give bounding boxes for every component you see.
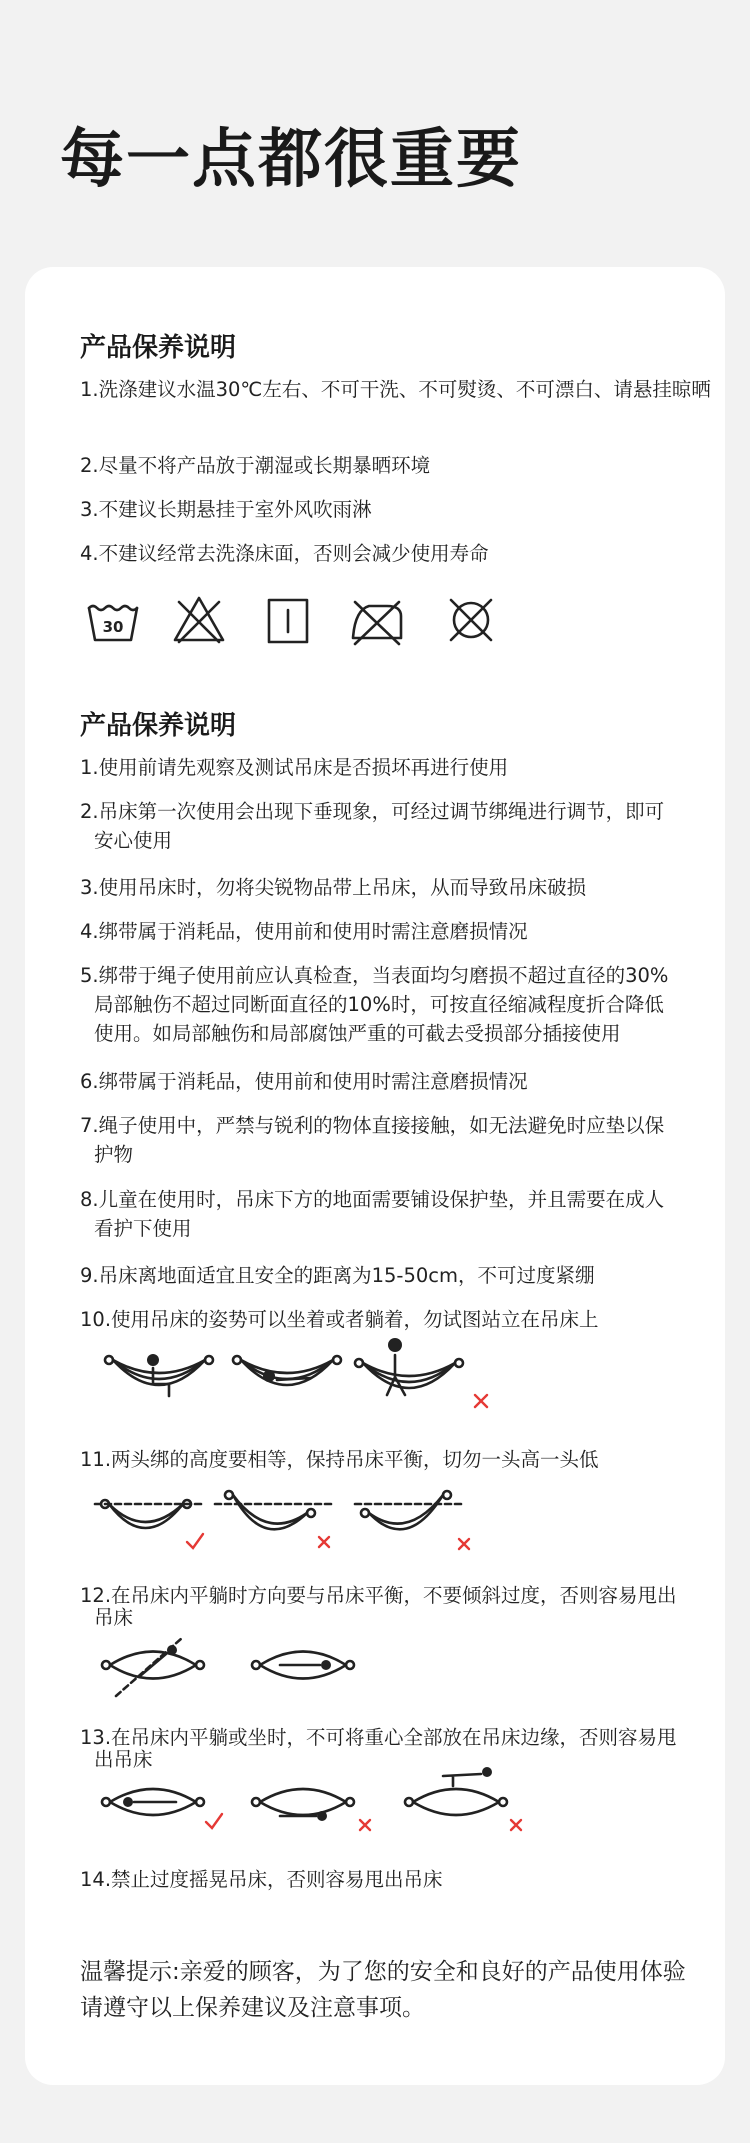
lie-direction-wrong-illustration — [100, 1632, 210, 1702]
usage-item-11: 11.两头绑的高度要相等，保持吊床平衡，切勿一头高一头低 — [80, 1448, 599, 1471]
edge-weight-wrong-2-illustration — [403, 1762, 533, 1842]
no-bleach-icon — [171, 594, 227, 646]
no-iron-icon — [347, 594, 407, 646]
usage-item-13-line1: 13.在吊床内平躺或坐时，不可将重心全部放在吊床边缘，否则容易甩 — [80, 1726, 677, 1749]
wash-temp-label: 30 — [102, 618, 124, 636]
care-item-4: 4.不建议经常去洗涤床面，否则会减少使用寿命 — [80, 542, 489, 565]
hammock-uneven-wrong-2-illustration — [355, 1487, 485, 1562]
usage-item-7-line1: 7.绳子使用中，严禁与锐利的物体直接接触，如无法避免时应垫以保 — [80, 1114, 665, 1137]
usage-item-5-line3: 使用。如局部触伤和局部腐蚀严重的可截去受损部分插接使用 — [94, 1022, 621, 1045]
usage-item-6: 6.绑带属于消耗品，使用前和使用时需注意磨损情况 — [80, 1070, 528, 1093]
edge-weight-wrong-1-illustration — [250, 1772, 380, 1842]
usage-item-12-line1: 12.在吊床内平躺时方向要与吊床平衡，不要倾斜过度，否则容易甩出 — [80, 1584, 677, 1607]
usage-item-2 — [80, 797, 715, 855]
usage-item-5 — [80, 961, 715, 1048]
usage-item-8-line1: 8.儿童在使用时，吊床下方的地面需要铺设保护垫，并且需要在成人 — [80, 1188, 665, 1211]
section2-title: 产品保养说明 — [80, 711, 237, 741]
usage-item-4: 4.绑带属于消耗品，使用前和使用时需注意磨损情况 — [80, 920, 528, 943]
care-item-3: 3.不建议长期悬挂于室外风吹雨淋 — [80, 498, 372, 521]
usage-item-7-line2: 护物 — [94, 1143, 134, 1166]
care-card — [25, 267, 725, 2085]
hang-dry-icon — [263, 594, 313, 646]
usage-item-13 — [80, 1727, 715, 1771]
usage-item-2-line1: 2.吊床第一次使用会出现下垂现象，可经过调节绑绳进行调节，即可 — [80, 800, 665, 823]
wash-30-icon — [85, 594, 141, 646]
usage-item-14: 14.禁止过度摇晃吊床，否则容易甩出吊床 — [80, 1868, 443, 1891]
warm-tip — [80, 1954, 720, 2026]
usage-item-2-line2: 安心使用 — [94, 829, 173, 852]
usage-item-7 — [80, 1111, 715, 1169]
hammock-sit-illustration — [105, 1350, 215, 1410]
usage-item-9: 9.吊床离地面适宜且安全的距离为15-50cm，不可过度紧绷 — [80, 1264, 595, 1287]
center-weight-ok-illustration — [100, 1772, 230, 1842]
warm-tip-line1: 温馨提示:亲爱的顾客，为了您的安全和良好的产品使用体验 — [80, 1959, 686, 1985]
usage-item-10: 10.使用吊床的姿势可以坐着或者躺着，勿试图站立在吊床上 — [80, 1308, 599, 1331]
hammock-uneven-wrong-1-illustration — [215, 1487, 345, 1562]
usage-item-5-line1: 5.绑带于绳子使用前应认真检查，当表面均匀磨损不超过直径的30% — [80, 964, 669, 987]
care-item-1: 1.洗涤建议水温30℃左右、不可干洗、不可熨烫、不可漂白、请悬挂晾晒 — [80, 378, 711, 401]
hammock-lie-illustration — [233, 1350, 343, 1410]
usage-item-5-line2: 局部触伤不超过同断面直径的10%时，可按直径缩减程度折合降低 — [94, 993, 664, 1016]
usage-item-12-line2: 吊床 — [94, 1606, 134, 1629]
warm-tip-line2: 请遵守以上保养建议及注意事项。 — [80, 1995, 425, 2021]
hammock-level-ok-illustration — [95, 1492, 215, 1562]
usage-item-8 — [80, 1185, 715, 1243]
hammock-stand-illustration — [355, 1337, 495, 1417]
usage-item-12 — [80, 1585, 715, 1629]
care-item-2: 2.尽量不将产品放于潮湿或长期暴晒环境 — [80, 454, 431, 477]
page-title: 每一点都很重要 — [60, 123, 522, 197]
usage-item-13-line2: 出吊床 — [94, 1748, 153, 1771]
lie-direction-ok-illustration — [250, 1632, 360, 1702]
usage-item-8-line2: 看护下使用 — [94, 1217, 192, 1240]
usage-item-3: 3.使用吊床时，勿将尖锐物品带上吊床，从而导致吊床破损 — [80, 876, 587, 899]
section1-title: 产品保养说明 — [80, 333, 237, 363]
no-dry-clean-icon — [443, 594, 499, 646]
usage-item-1: 1.使用前请先观察及测试吊床是否损坏再进行使用 — [80, 756, 509, 779]
